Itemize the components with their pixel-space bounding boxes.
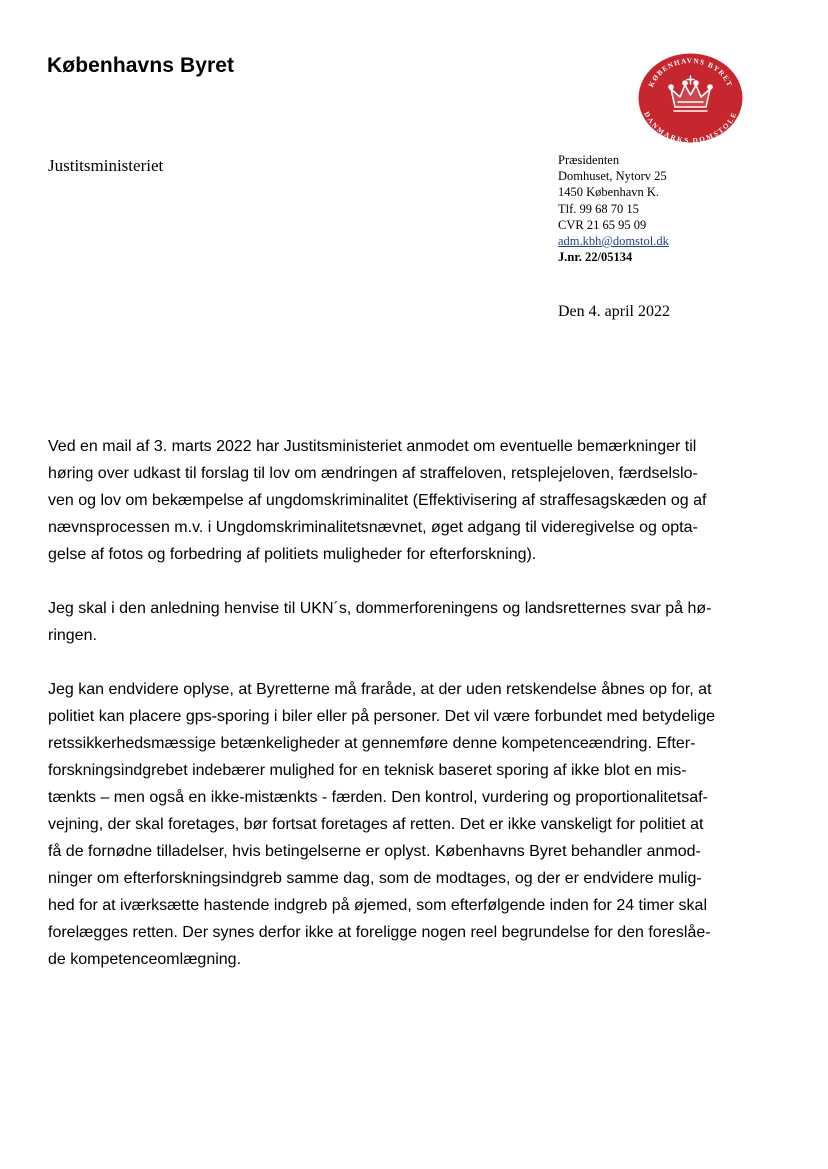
seal-bottom-text: DANMARKS DOMSTOLE	[642, 110, 739, 143]
text-line: ven og lov om bekæmpelse af ungdomskriminalitet (Effektivisering af straffesagskæden og af	[48, 492, 707, 509]
journal-number: J.nr. 22/05134	[558, 250, 633, 265]
seal-top-text: KØBENHAVNS BYRET	[647, 56, 734, 89]
text-line: gelse af fotos og forbedring af politiets muligheder for efterforskning).	[48, 546, 537, 563]
sender-block	[558, 152, 669, 265]
sender-address-street: Domhuset, Nytorv 25	[558, 169, 667, 184]
text-line: Ved en mail af 3. marts 2022 har Justitsministeriet anmodet om eventuelle bemærkninger til	[48, 438, 697, 455]
paragraph-1	[48, 433, 748, 568]
text-line: retssikkerhedsmæssige betænkeligheder at gennemføre denne kompetenceændring. Efter-	[48, 735, 696, 752]
text-line: høring over udkast til forslag til lov om ændringen af straffeloven, retsplejeloven, færdselslo-	[48, 465, 698, 482]
text-line: de kompetenceomlægning.	[48, 951, 242, 968]
letter-date: Den 4. april 2022	[558, 303, 670, 320]
text-line: nævnsprocessen m.v. i Ungdomskriminalitetsnævnet, øget adgang til videregivelse og opta-	[48, 519, 698, 536]
recipient: Justitsministeriet	[48, 156, 164, 175]
text-line: hed for at iværksætte hastende indgreb på øjemed, som efterfølgende inden for 24 timer skal	[48, 897, 708, 914]
text-line: forelægges retten. Der synes derfor ikke at foreligge nogen reel begrundelse for den foreslåe-	[48, 924, 711, 941]
text-line: Jeg kan endvidere oplyse, at Byretterne må fraråde, at der uden retskendelse åbnes op for, at	[48, 681, 712, 698]
text-line: forskningsindgrebet indebærer mulighed for en teknisk baseret sporing af ikke blot en mis-	[48, 762, 687, 779]
text-line: vejning, der skal foretages, bør fortsat foretages af retten. Det er ikke vanskeligt for politiet at	[48, 816, 704, 833]
text-line: tænkts – men også en ikke-mistænkts - færden. Den kontrol, vurdering og proportionalitetsaf-	[48, 789, 708, 806]
text-line: få de fornødne tilladelser, hvis betingelserne er oplyst. Københavns Byret behandler anmod-	[48, 843, 701, 860]
paragraph-3	[48, 676, 748, 973]
text-line: ringen.	[48, 627, 97, 644]
court-name: Københavns Byret	[47, 54, 235, 77]
sender-phone: Tlf. 99 68 70 15	[558, 201, 639, 216]
sender-address-city: 1450 København K.	[558, 185, 660, 200]
text-line: ninger om efterforskningsindgreb samme dag, som de modtages, og der er endvidere mulig-	[48, 870, 702, 887]
court-seal	[638, 53, 743, 143]
letter-body	[48, 433, 748, 1000]
text-line: Jeg skal i den anledning henvise til UKN´s, dommerforeningens og landsretternes svar på hø-	[48, 600, 712, 617]
text-line: politiet kan placere gps-sporing i biler eller på personer. Det vil være forbundet med betydelige	[48, 708, 716, 725]
sender-cvr: CVR 21 65 95 09	[558, 217, 647, 232]
paragraph-2	[48, 595, 748, 649]
sender-title: Præsidenten	[558, 153, 620, 167]
sender-email-link[interactable]: adm.kbh@domstol.dk	[558, 234, 669, 249]
